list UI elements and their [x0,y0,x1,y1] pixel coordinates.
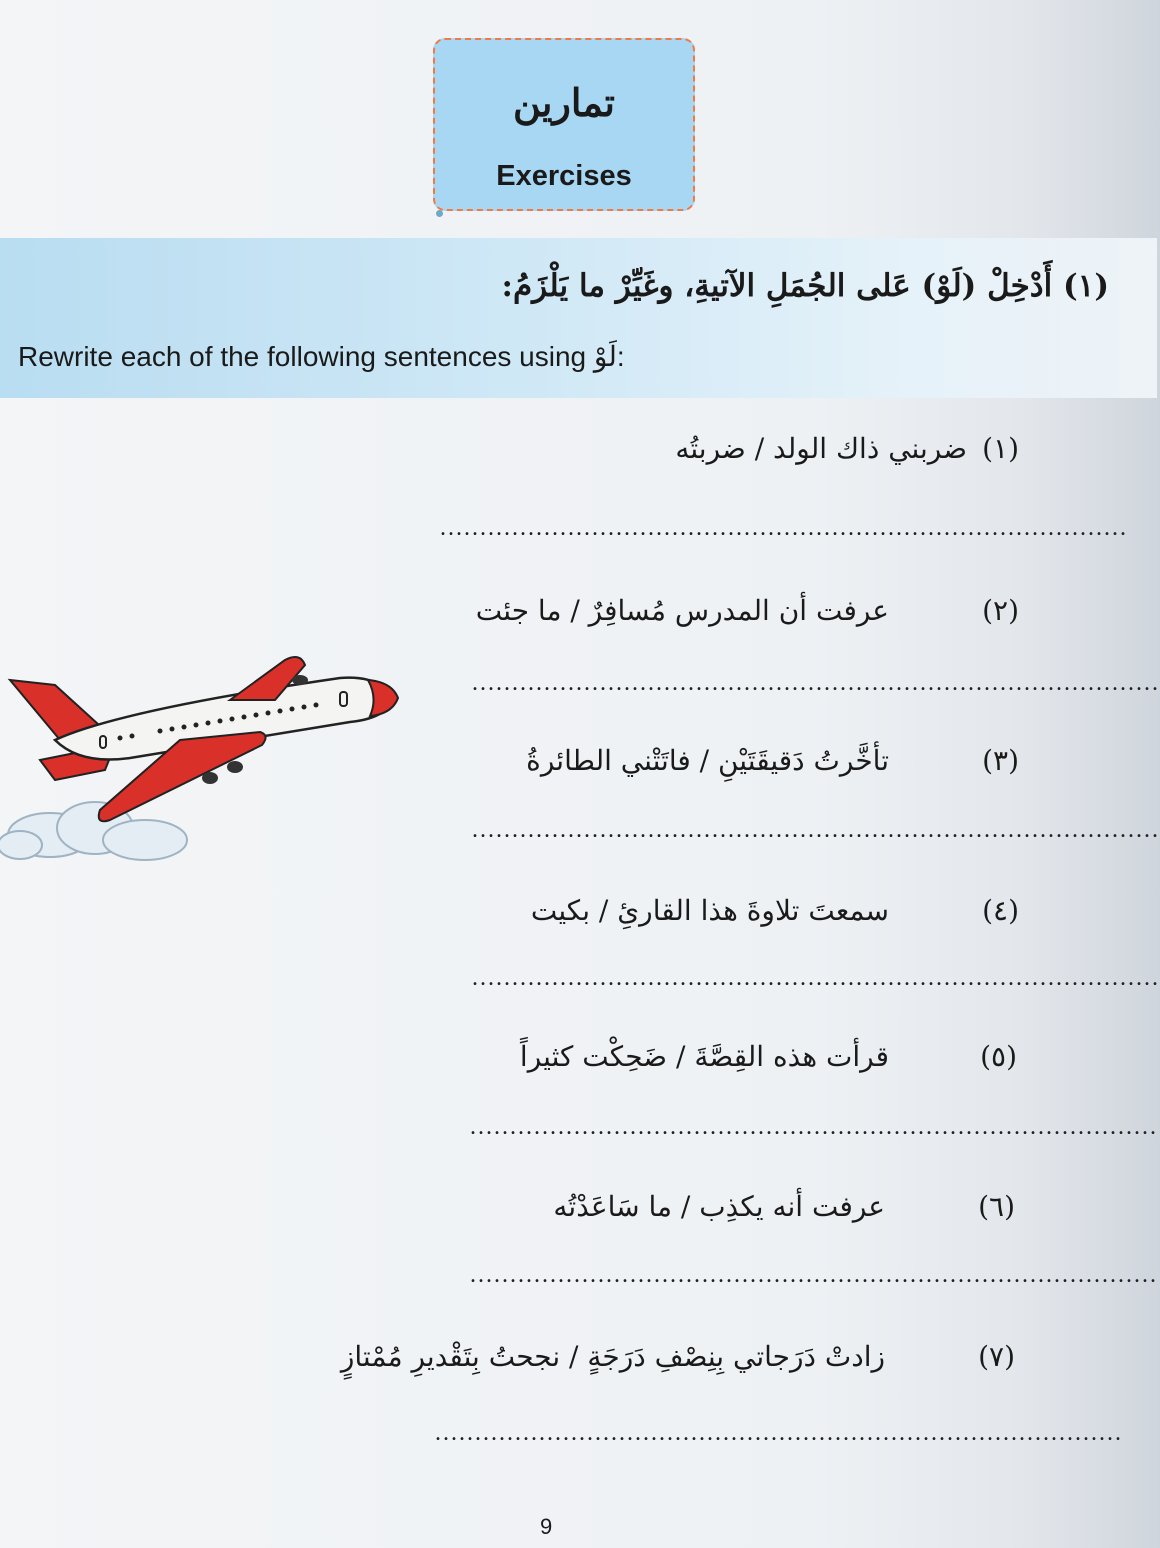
instruction-english: Rewrite each of the following sentences using لَوْ: [18,341,625,372]
item-text-2: عرفت أن المدرس مُسافِرٌ / ما جئت [475,594,889,627]
instruction-band [0,238,1157,398]
item-text-1: ضربني ذاك الولد / ضربتُه [675,432,967,465]
item-number-6: (٦) [978,1190,1015,1223]
item-number-5: (٥) [980,1040,1017,1073]
title-box [433,38,695,211]
answer-line-5: ...................................................................................... [470,1114,1158,1140]
decorative-dot [436,210,443,217]
answer-line-2: ...................................................................................... [472,670,1160,696]
item-number-7: (٧) [978,1340,1015,1373]
answer-line-6: ...................................................................................... [470,1262,1158,1288]
item-text-3: تأخَّرتُ دَقيقَتَيْنِ / فاتَتْني الطائرةُ [526,744,889,777]
answer-line-4: ...................................................................................... [472,965,1160,991]
item-text-6: عرفت أنه يكذِب / ما سَاعَدْتُه [553,1190,885,1223]
item-text-4: سمعتَ تلاوةَ هذا القارئِ / بكيت [530,894,889,927]
airplane-icon [0,640,410,870]
answer-line-1: ...................................................................................... [440,515,1128,541]
item-number-1: (١) [982,432,1019,465]
item-number-3: (٣) [982,744,1019,777]
item-text-7: زادتْ دَرَجاتي بِنِصْفِ دَرَجَةٍ / نجحتُ بِتَقْديرِ مُمْتازٍ [340,1340,885,1373]
item-number-2: (٢) [982,594,1019,627]
item-number-4: (٤) [982,894,1019,927]
answer-line-3: ...................................................................................... [472,817,1160,843]
page-number: 9 [540,1514,553,1539]
page-title-arabic: تمارين [513,80,615,125]
page-title-english: Exercises [496,160,632,192]
item-text-5: قرأت هذه القِصَّةَ / ضَحِكْت كثيراً [519,1040,889,1073]
instruction-arabic: (١) أَدْخِلْ (لَوْ) عَلى الجُمَلِ الآتيةِ، وغَيِّرْ ما يَلْزَمُ: [501,268,1109,304]
answer-line-7: ...................................................................................... [435,1420,1123,1446]
